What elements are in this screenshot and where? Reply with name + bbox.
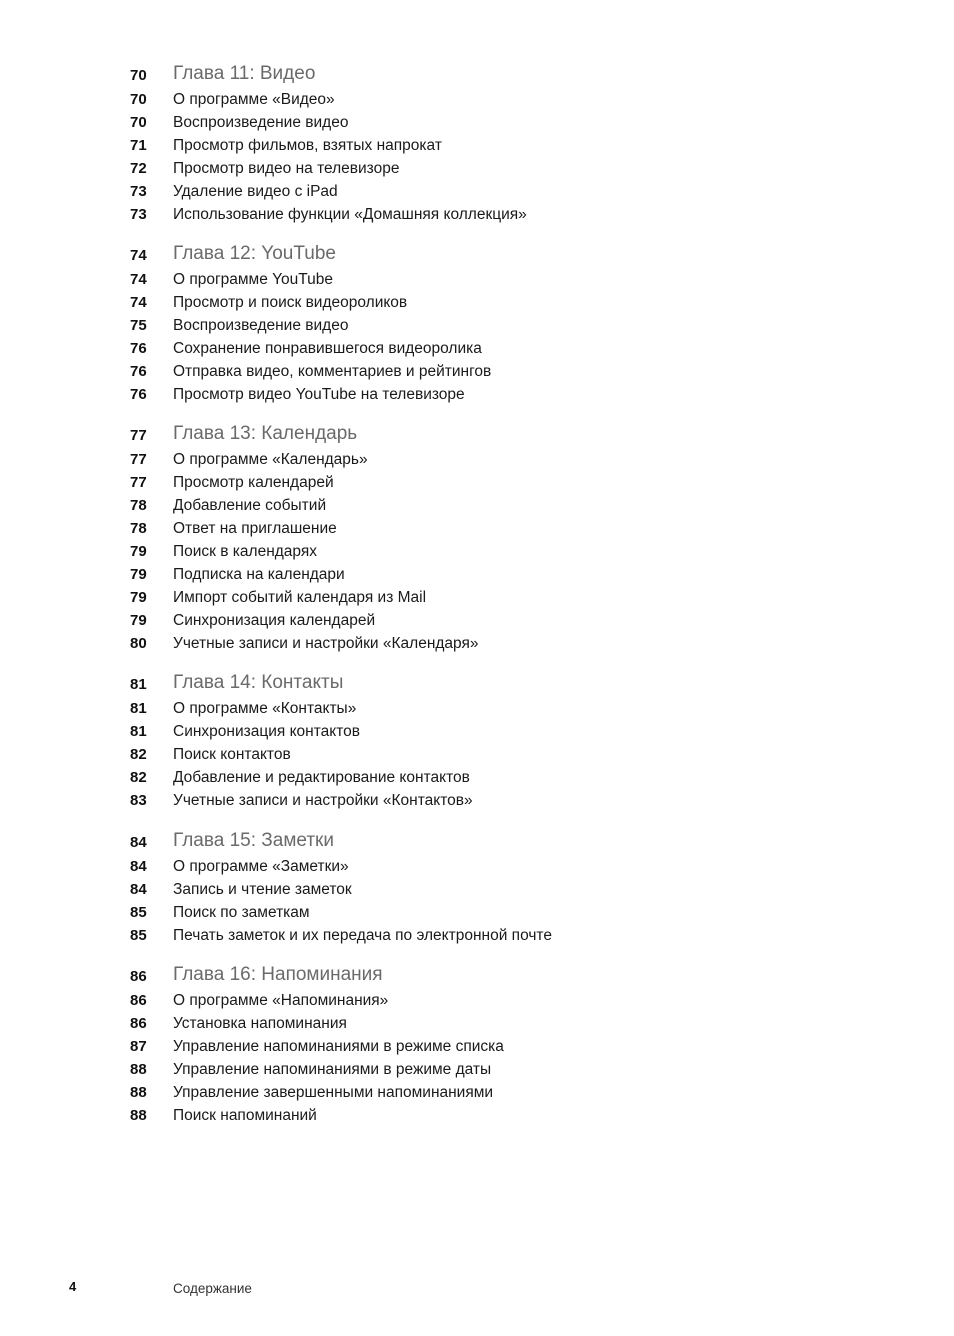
toc-entry[interactable] — [0, 180, 954, 203]
entry-title: Установка напоминания — [173, 1015, 347, 1032]
entry-title: О программе «Видео» — [173, 91, 335, 108]
entry-page-number: 81 — [130, 700, 147, 717]
toc-entry[interactable] — [0, 540, 954, 563]
entry-page-number: 74 — [130, 294, 147, 311]
toc-entry[interactable] — [0, 789, 954, 812]
entry-title: О программе «Заметки» — [173, 858, 349, 875]
entry-page-number: 84 — [130, 881, 147, 898]
entry-page-number: 88 — [130, 1107, 147, 1124]
toc-entry[interactable] — [0, 1058, 954, 1081]
chapter-title: Глава 11: Видео — [173, 63, 316, 84]
chapter-title: Глава 13: Календарь — [173, 423, 358, 444]
entry-page-number: 71 — [130, 137, 147, 154]
entry-page-number: 76 — [130, 363, 147, 380]
entry-page-number: 85 — [130, 904, 147, 921]
toc-entry[interactable] — [0, 720, 954, 743]
toc-entry[interactable] — [0, 632, 954, 655]
entry-page-number: 72 — [130, 160, 147, 177]
chapter-title: Глава 15: Заметки — [173, 830, 334, 851]
entry-page-number: 80 — [130, 635, 147, 652]
entry-page-number: 70 — [130, 114, 147, 131]
entry-page-number: 76 — [130, 386, 147, 403]
toc-entry[interactable] — [0, 1081, 954, 1104]
entry-title: Воспроизведение видео — [173, 114, 349, 131]
toc-entry[interactable] — [0, 697, 954, 720]
toc-entry[interactable] — [0, 563, 954, 586]
entry-page-number: 76 — [130, 340, 147, 357]
entry-title: Поиск контактов — [173, 746, 291, 763]
entry-title: Запись и чтение заметок — [173, 881, 352, 898]
entry-title: О программе «Напоминания» — [173, 992, 389, 1009]
entry-title: Отправка видео, комментариев и рейтингов — [173, 363, 492, 380]
entry-page-number: 70 — [130, 91, 147, 108]
chapter-heading[interactable] — [0, 424, 954, 447]
entry-title: Поиск в календарях — [173, 543, 318, 560]
entry-title: Синхронизация контактов — [173, 723, 360, 740]
entry-page-number: 75 — [130, 317, 147, 334]
toc-entry[interactable] — [0, 268, 954, 291]
entry-page-number: 88 — [130, 1061, 147, 1078]
toc-entry[interactable] — [0, 471, 954, 494]
toc-entry[interactable] — [0, 901, 954, 924]
toc-entry[interactable] — [0, 448, 954, 471]
toc-entry[interactable] — [0, 134, 954, 157]
entry-page-number: 83 — [130, 792, 147, 809]
entry-page-number: 81 — [130, 723, 147, 740]
toc-entry[interactable] — [0, 517, 954, 540]
toc-entry[interactable] — [0, 1035, 954, 1058]
chapter-page-number: 84 — [130, 834, 147, 851]
chapter-heading[interactable] — [0, 965, 954, 988]
footer-page-number: 4 — [69, 1279, 77, 1294]
toc-entry[interactable] — [0, 337, 954, 360]
footer-section-label: Содержание — [173, 1281, 252, 1296]
toc-entry[interactable] — [0, 111, 954, 134]
toc-entry[interactable] — [0, 989, 954, 1012]
entry-title: О программе «Календарь» — [173, 451, 368, 468]
entry-title: Ответ на приглашение — [173, 520, 337, 537]
toc-entry[interactable] — [0, 360, 954, 383]
toc-entry[interactable] — [0, 609, 954, 632]
entry-page-number: 86 — [130, 1015, 147, 1032]
chapter-title: Глава 12: YouTube — [173, 243, 336, 264]
toc-entry[interactable] — [0, 383, 954, 406]
toc-entry[interactable] — [0, 586, 954, 609]
entry-title: Просмотр календарей — [173, 474, 334, 491]
toc-entry[interactable] — [0, 924, 954, 947]
entry-title: Импорт событий календаря из Mail — [173, 589, 427, 606]
entry-title: О программе «Контакты» — [173, 700, 357, 717]
entry-page-number: 77 — [130, 474, 147, 491]
entry-title: Управление напоминаниями в режиме списка — [173, 1038, 504, 1055]
entry-title: Печать заметок и их передача по электронной почте — [173, 927, 552, 944]
entry-title: О программе YouTube — [173, 271, 334, 288]
chapter-heading[interactable] — [0, 64, 954, 87]
entry-title: Поиск напоминаний — [173, 1107, 317, 1124]
chapter-page-number: 86 — [130, 968, 147, 985]
toc-entry[interactable] — [0, 291, 954, 314]
chapter-heading[interactable] — [0, 244, 954, 267]
entry-page-number: 78 — [130, 520, 147, 537]
chapter-heading[interactable] — [0, 673, 954, 696]
toc-entry[interactable] — [0, 203, 954, 226]
chapter-heading[interactable] — [0, 831, 954, 854]
entry-page-number: 73 — [130, 206, 147, 223]
chapter-title: Глава 14: Контакты — [173, 672, 344, 693]
entry-page-number: 73 — [130, 183, 147, 200]
entry-title: Учетные записи и настройки «Календаря» — [173, 635, 479, 652]
entry-page-number: 82 — [130, 746, 147, 763]
entry-title: Просмотр видео на телевизоре — [173, 160, 400, 177]
toc-entry[interactable] — [0, 494, 954, 517]
chapter-page-number: 70 — [130, 67, 147, 84]
entry-page-number: 82 — [130, 769, 147, 786]
chapter-page-number: 77 — [130, 427, 147, 444]
entry-title: Добавление и редактирование контактов — [173, 769, 470, 786]
entry-title: Синхронизация календарей — [173, 612, 376, 629]
entry-title: Поиск по заметкам — [173, 904, 310, 921]
entry-page-number: 87 — [130, 1038, 147, 1055]
entry-page-number: 85 — [130, 927, 147, 944]
toc-entry[interactable] — [0, 766, 954, 789]
entry-title: Сохранение понравившегося видеоролика — [173, 340, 482, 357]
entry-page-number: 79 — [130, 566, 147, 583]
entry-title: Учетные записи и настройки «Контактов» — [173, 792, 473, 809]
entry-title: Просмотр фильмов, взятых напрокат — [173, 137, 442, 154]
entry-title: Управление напоминаниями в режиме даты — [173, 1061, 492, 1078]
toc-entry[interactable] — [0, 855, 954, 878]
entry-page-number: 79 — [130, 543, 147, 560]
entry-page-number: 78 — [130, 497, 147, 514]
toc-entry[interactable] — [0, 1012, 954, 1035]
toc-entry[interactable] — [0, 743, 954, 766]
toc-entry[interactable] — [0, 157, 954, 180]
entry-page-number: 79 — [130, 589, 147, 606]
chapter-title: Глава 16: Напоминания — [173, 964, 383, 985]
entry-title: Просмотр видео YouTube на телевизоре — [173, 386, 465, 403]
entry-title: Подписка на календари — [173, 566, 345, 583]
toc-entry[interactable] — [0, 88, 954, 111]
entry-title: Добавление событий — [173, 497, 327, 514]
chapter-page-number: 74 — [130, 247, 147, 264]
entry-title: Использование функции «Домашняя коллекция» — [173, 206, 527, 223]
entry-title: Удаление видео с iPad — [173, 183, 338, 200]
toc-entry[interactable] — [0, 878, 954, 901]
toc-entry[interactable] — [0, 314, 954, 337]
entry-page-number: 88 — [130, 1084, 147, 1101]
toc-entry[interactable] — [0, 1104, 954, 1127]
entry-page-number: 79 — [130, 612, 147, 629]
chapter-page-number: 81 — [130, 676, 147, 693]
entry-title: Просмотр и поиск видеороликов — [173, 294, 408, 311]
entry-page-number: 77 — [130, 451, 147, 468]
entry-page-number: 74 — [130, 271, 147, 288]
entry-page-number: 86 — [130, 992, 147, 1009]
entry-title: Воспроизведение видео — [173, 317, 349, 334]
entry-page-number: 84 — [130, 858, 147, 875]
entry-title: Управление завершенными напоминаниями — [173, 1084, 494, 1101]
